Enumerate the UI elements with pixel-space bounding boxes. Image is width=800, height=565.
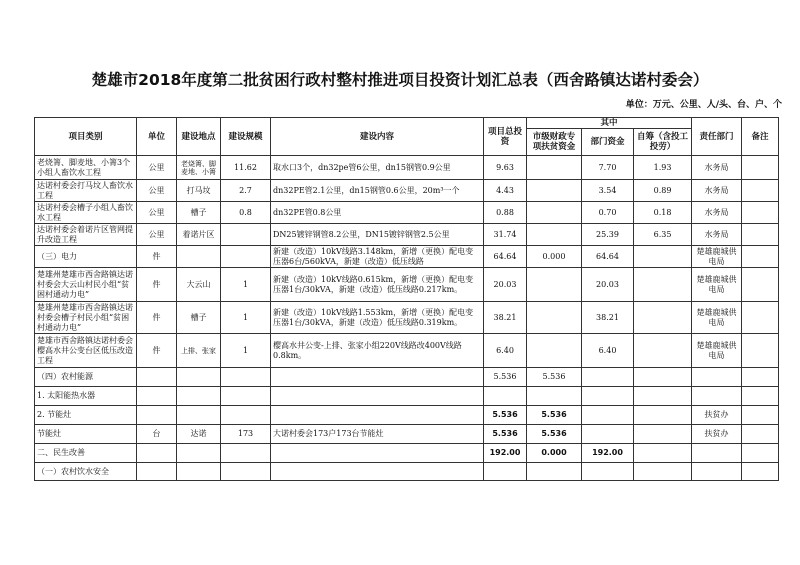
responsible-cell bbox=[692, 368, 742, 387]
category-cell bbox=[35, 406, 137, 425]
page-title: 楚雄市2018年度第二批贫困行政村整村推进项目投资计划汇总表（西舍路镇达诺村委会） bbox=[91, 71, 709, 89]
scale-cell bbox=[221, 334, 271, 368]
self-cell bbox=[634, 387, 692, 406]
self-cell bbox=[634, 246, 692, 268]
scale-cell bbox=[221, 406, 271, 425]
content-cell bbox=[271, 156, 484, 180]
category-cell bbox=[35, 425, 137, 444]
self-cell bbox=[634, 368, 692, 387]
total-cell bbox=[484, 334, 527, 368]
total-cell-text: 6.40 bbox=[496, 345, 514, 355]
location-cell-text: 打马坟 bbox=[186, 185, 211, 195]
unit-cell bbox=[137, 302, 177, 334]
scale-cell bbox=[221, 268, 271, 302]
remark-cell bbox=[742, 302, 779, 334]
scale-cell bbox=[221, 156, 271, 180]
category-cell-text: 楚雄市西舍路镇达诺村委会樱高水井公变台区低压改造工程 bbox=[37, 335, 133, 365]
responsible-cell bbox=[692, 224, 742, 246]
category-cell-text: 达诺村委会着诺片区管网提升改造工程 bbox=[37, 224, 133, 244]
category-cell bbox=[35, 156, 137, 180]
header-fund: 市级财政专项扶贫资金 bbox=[527, 129, 582, 156]
self-cell bbox=[634, 180, 692, 202]
content-cell-text: DN25镀锌钢管8.2公里，DN15镀锌钢管2.5公里 bbox=[273, 229, 450, 239]
remark-cell bbox=[742, 387, 779, 406]
responsible-cell bbox=[692, 302, 742, 334]
remark-cell bbox=[742, 406, 779, 425]
unit-cell-text: 件 bbox=[152, 312, 161, 322]
responsible-cell bbox=[692, 246, 742, 268]
category-cell-text: 1. 太阳能热水器 bbox=[37, 391, 96, 400]
content-cell-text: 新建（改造）10kV线路0.615km，新增（更换）配电变压器1台/30kVA，新建（改造）低压线路0.217km。 bbox=[273, 274, 474, 294]
content-cell bbox=[271, 387, 484, 406]
scale-cell-text: 173 bbox=[237, 429, 254, 438]
content-cell-text: 新建（改造）10kV线路3.148km，新增（更换）配电变压器6台/560kVA，新建（改造）低压线路 bbox=[273, 246, 474, 266]
header-unit: 单位 bbox=[137, 118, 177, 156]
fund-cell bbox=[527, 180, 582, 202]
location-cell bbox=[177, 463, 221, 481]
total-cell-text: 0.88 bbox=[496, 207, 514, 217]
dept-cell-text: 6.40 bbox=[598, 345, 617, 355]
unit-cell-text: 公里 bbox=[148, 185, 165, 195]
unit-cell bbox=[137, 425, 177, 444]
content-cell bbox=[271, 180, 484, 202]
responsible-cell-text: 水务局 bbox=[704, 185, 729, 195]
location-cell bbox=[177, 444, 221, 463]
total-cell bbox=[484, 224, 527, 246]
dept-cell bbox=[582, 368, 634, 387]
remark-cell bbox=[742, 463, 779, 481]
table-row bbox=[35, 406, 779, 425]
category-cell-text: 2. 节能灶 bbox=[37, 410, 72, 419]
location-cell bbox=[177, 368, 221, 387]
fund-cell bbox=[527, 425, 582, 444]
dept-cell bbox=[582, 387, 634, 406]
scale-cell-text: 1 bbox=[242, 279, 249, 289]
dept-cell bbox=[582, 202, 634, 224]
dept-cell bbox=[582, 224, 634, 246]
dept-cell-text: 7.70 bbox=[598, 162, 617, 172]
fund-cell bbox=[527, 444, 582, 463]
unit-cell-text: 件 bbox=[152, 279, 161, 289]
table-row bbox=[35, 246, 779, 268]
responsible-cell-text: 楚雄鹿城供电局 bbox=[696, 246, 737, 266]
self-cell bbox=[634, 268, 692, 302]
self-cell-text: 1.93 bbox=[653, 162, 672, 172]
header-location: 建设地点 bbox=[177, 118, 221, 156]
table-row bbox=[35, 202, 779, 224]
remark-cell bbox=[742, 156, 779, 180]
unit-cell bbox=[137, 246, 177, 268]
category-cell-text: 节能灶 bbox=[37, 429, 61, 438]
header-remark: 备注 bbox=[742, 118, 779, 156]
total-cell bbox=[484, 156, 527, 180]
total-cell-text: 64.64 bbox=[493, 251, 517, 261]
unit-cell bbox=[137, 180, 177, 202]
category-cell-text: 楚雄州楚雄市西舍路镇达诺村委会槽子村民小组“贫困村通动力电” bbox=[37, 302, 133, 332]
fund-cell-text: 0.000 bbox=[542, 251, 566, 261]
responsible-cell-text: 水务局 bbox=[704, 229, 729, 239]
unit-cell bbox=[137, 463, 177, 481]
dept-cell-text: 0.70 bbox=[598, 207, 617, 217]
self-cell bbox=[634, 444, 692, 463]
category-cell bbox=[35, 368, 137, 387]
content-cell bbox=[271, 202, 484, 224]
table-row bbox=[35, 156, 779, 180]
category-cell bbox=[35, 302, 137, 334]
fund-cell-text: 5.536 bbox=[542, 372, 566, 381]
remark-cell bbox=[742, 368, 779, 387]
responsible-cell bbox=[692, 406, 742, 425]
unit-cell bbox=[137, 368, 177, 387]
scale-cell-text: 0.8 bbox=[239, 207, 252, 217]
dept-cell-text: 20.03 bbox=[596, 279, 619, 289]
location-cell bbox=[177, 302, 221, 334]
scale-cell-text: 1 bbox=[242, 312, 249, 322]
location-cell-text: 达诺 bbox=[190, 429, 207, 438]
fund-cell bbox=[527, 156, 582, 180]
self-cell-text: 0.89 bbox=[653, 185, 672, 195]
self-cell bbox=[634, 156, 692, 180]
responsible-cell bbox=[692, 180, 742, 202]
total-cell bbox=[484, 368, 527, 387]
fund-cell-text: 5.536 bbox=[541, 410, 567, 419]
total-cell-text: 4.43 bbox=[496, 185, 514, 195]
category-cell-text: 达诺村委会打马坟人畜饮水工程 bbox=[37, 180, 133, 200]
location-cell-text: 老烧箐、脚麦地、小箐 bbox=[181, 159, 216, 176]
content-cell bbox=[271, 368, 484, 387]
fund-cell bbox=[527, 224, 582, 246]
unit-cell-text: 台 bbox=[152, 429, 161, 438]
category-cell-text: （三）电力 bbox=[37, 251, 77, 261]
content-cell-text: 新建（改造）10kV线路1.553km，新增（更换）配电变压器1台/30kVA，新建（改造）低压线路0.319km。 bbox=[273, 307, 474, 327]
location-cell-text: 上排、张家 bbox=[181, 346, 216, 355]
unit-cell-text: 公里 bbox=[148, 162, 165, 172]
fund-cell bbox=[527, 406, 582, 425]
location-cell bbox=[177, 202, 221, 224]
location-cell-text: 大云山 bbox=[186, 279, 211, 289]
self-cell bbox=[634, 202, 692, 224]
investment-table bbox=[34, 117, 779, 481]
table-row bbox=[35, 302, 779, 334]
dept-cell bbox=[582, 444, 634, 463]
location-cell bbox=[177, 224, 221, 246]
total-cell bbox=[484, 302, 527, 334]
location-cell bbox=[177, 387, 221, 406]
self-cell bbox=[634, 425, 692, 444]
total-cell bbox=[484, 387, 527, 406]
scale-cell bbox=[221, 444, 271, 463]
total-cell-text: 38.21 bbox=[493, 312, 517, 322]
content-cell-text: 取水口3个，dn32pe管6公里，dn15钢管0.9公里 bbox=[273, 162, 451, 172]
content-cell bbox=[271, 246, 484, 268]
category-cell-text: 达诺村委会槽子小组人畜饮水工程 bbox=[37, 202, 133, 222]
unit-cell bbox=[137, 444, 177, 463]
scale-cell-text: 1 bbox=[242, 345, 249, 355]
location-cell bbox=[177, 268, 221, 302]
scale-cell bbox=[221, 425, 271, 444]
category-cell bbox=[35, 202, 137, 224]
self-cell-text: 6.35 bbox=[653, 229, 672, 239]
total-cell-text: 20.03 bbox=[493, 279, 517, 289]
scale-cell bbox=[221, 246, 271, 268]
scale-cell bbox=[221, 368, 271, 387]
category-cell bbox=[35, 334, 137, 368]
table-row bbox=[35, 334, 779, 368]
content-cell bbox=[271, 463, 484, 481]
responsible-cell bbox=[692, 334, 742, 368]
self-cell-text: 0.18 bbox=[653, 207, 672, 217]
header-category: 项目类别 bbox=[35, 118, 137, 156]
scale-cell bbox=[221, 387, 271, 406]
header-among: 其中 bbox=[527, 118, 692, 129]
header-content: 建设内容 bbox=[271, 118, 484, 156]
unit-note: 单位：万元、公里、人/头、台、户、个 bbox=[625, 100, 782, 110]
responsible-cell-text: 楚雄鹿城供电局 bbox=[696, 274, 737, 294]
dept-cell bbox=[582, 302, 634, 334]
total-cell bbox=[484, 406, 527, 425]
content-cell bbox=[271, 425, 484, 444]
total-cell bbox=[484, 463, 527, 481]
location-cell-text: 槽子 bbox=[190, 312, 207, 322]
fund-cell bbox=[527, 302, 582, 334]
self-cell bbox=[634, 224, 692, 246]
location-cell bbox=[177, 180, 221, 202]
header-dept: 部门资金 bbox=[582, 129, 634, 156]
fund-cell bbox=[527, 202, 582, 224]
content-cell bbox=[271, 334, 484, 368]
content-cell bbox=[271, 302, 484, 334]
category-cell bbox=[35, 180, 137, 202]
category-cell bbox=[35, 268, 137, 302]
unit-cell-text: 件 bbox=[152, 345, 161, 355]
responsible-cell-text: 水务局 bbox=[704, 162, 729, 172]
remark-cell bbox=[742, 425, 779, 444]
remark-cell bbox=[742, 444, 779, 463]
fund-cell bbox=[527, 463, 582, 481]
table-row bbox=[35, 368, 779, 387]
total-cell-text: 5.536 bbox=[492, 410, 518, 419]
dept-cell bbox=[582, 463, 634, 481]
responsible-cell bbox=[692, 202, 742, 224]
unit-cell bbox=[137, 406, 177, 425]
fund-cell bbox=[527, 268, 582, 302]
dept-cell-text: 38.21 bbox=[596, 312, 619, 322]
responsible-cell-text: 楚雄鹿城供电局 bbox=[696, 340, 737, 360]
dept-cell-text: 25.39 bbox=[596, 229, 619, 239]
self-cell bbox=[634, 406, 692, 425]
category-cell-text: （一）农村饮水安全 bbox=[37, 466, 109, 476]
dept-cell bbox=[582, 425, 634, 444]
unit-cell bbox=[137, 202, 177, 224]
total-cell-text: 9.63 bbox=[496, 162, 514, 172]
total-cell bbox=[484, 268, 527, 302]
header-total: 项目总投资 bbox=[484, 118, 527, 156]
fund-cell bbox=[527, 334, 582, 368]
total-cell-text: 192.00 bbox=[489, 448, 521, 457]
location-cell-text: 槽子 bbox=[190, 207, 207, 217]
dept-cell bbox=[582, 268, 634, 302]
dept-cell bbox=[582, 246, 634, 268]
content-cell-text: 樱高水井公变-上排、张家小组220V线路改400V线路0.8km。 bbox=[273, 340, 462, 360]
content-cell bbox=[271, 224, 484, 246]
content-cell bbox=[271, 268, 484, 302]
category-cell-text: 二、民生改善 bbox=[37, 448, 85, 457]
dept-cell-text: 64.64 bbox=[596, 251, 619, 261]
responsible-cell-text: 水务局 bbox=[704, 207, 729, 217]
dept-cell bbox=[582, 180, 634, 202]
content-cell-text: dn32PE管0.8公里 bbox=[273, 207, 342, 217]
dept-cell bbox=[582, 406, 634, 425]
dept-cell-text: 3.54 bbox=[598, 185, 617, 195]
unit-cell bbox=[137, 156, 177, 180]
responsible-cell bbox=[692, 387, 742, 406]
responsible-cell bbox=[692, 463, 742, 481]
fund-cell-text: 5.536 bbox=[541, 429, 567, 438]
content-cell-text: dn32PE管2.1公里，dn15钢管0.6公里，20m³一个 bbox=[273, 185, 460, 195]
unit-cell-text: 件 bbox=[152, 251, 161, 261]
table-row bbox=[35, 180, 779, 202]
category-cell-text: （四）农村能源 bbox=[37, 372, 93, 381]
header-responsible: 责任部门 bbox=[692, 118, 742, 156]
category-cell bbox=[35, 246, 137, 268]
responsible-cell bbox=[692, 425, 742, 444]
fund-cell bbox=[527, 246, 582, 268]
unit-cell-text: 公里 bbox=[148, 207, 165, 217]
responsible-cell-text: 楚雄鹿城供电局 bbox=[696, 307, 737, 327]
category-cell bbox=[35, 463, 137, 481]
total-cell bbox=[484, 444, 527, 463]
category-cell-text: 老烧箐、脚麦地、小箐3个小组人畜饮水工程 bbox=[37, 157, 131, 177]
location-cell bbox=[177, 156, 221, 180]
fund-cell bbox=[527, 387, 582, 406]
total-cell bbox=[484, 425, 527, 444]
table-row bbox=[35, 387, 779, 406]
table-row bbox=[35, 224, 779, 246]
unit-cell bbox=[137, 387, 177, 406]
scale-cell bbox=[221, 224, 271, 246]
fund-cell bbox=[527, 368, 582, 387]
table-row bbox=[35, 268, 779, 302]
table-row bbox=[35, 463, 779, 481]
scale-cell bbox=[221, 463, 271, 481]
remark-cell bbox=[742, 246, 779, 268]
responsible-cell bbox=[692, 268, 742, 302]
scale-cell-text: 11.62 bbox=[234, 162, 257, 172]
remark-cell bbox=[742, 268, 779, 302]
category-cell bbox=[35, 387, 137, 406]
location-cell-text: 着诺片区 bbox=[182, 229, 215, 239]
header-scale: 建设规模 bbox=[221, 118, 271, 156]
remark-cell bbox=[742, 224, 779, 246]
self-cell bbox=[634, 463, 692, 481]
unit-cell bbox=[137, 334, 177, 368]
self-cell bbox=[634, 302, 692, 334]
header-self: 自筹（含投工投劳） bbox=[634, 129, 692, 156]
fund-cell-text: 0.000 bbox=[541, 448, 567, 457]
total-cell-text: 5.536 bbox=[492, 429, 518, 438]
location-cell bbox=[177, 334, 221, 368]
category-cell bbox=[35, 224, 137, 246]
category-cell bbox=[35, 444, 137, 463]
unit-cell bbox=[137, 224, 177, 246]
unit-cell-text: 公里 bbox=[148, 229, 165, 239]
dept-cell-text: 192.00 bbox=[592, 448, 623, 457]
self-cell bbox=[634, 334, 692, 368]
scale-cell bbox=[221, 302, 271, 334]
responsible-cell bbox=[692, 444, 742, 463]
total-cell-text: 31.74 bbox=[493, 229, 517, 239]
scale-cell-text: 2.7 bbox=[239, 185, 252, 195]
total-cell bbox=[484, 180, 527, 202]
content-cell bbox=[271, 444, 484, 463]
total-cell-text: 5.536 bbox=[493, 372, 517, 381]
unit-cell bbox=[137, 268, 177, 302]
dept-cell bbox=[582, 156, 634, 180]
remark-cell bbox=[742, 202, 779, 224]
remark-cell bbox=[742, 180, 779, 202]
location-cell bbox=[177, 406, 221, 425]
scale-cell bbox=[221, 180, 271, 202]
responsible-cell-text: 扶贫办 bbox=[704, 429, 729, 438]
remark-cell bbox=[742, 334, 779, 368]
content-cell-text: 大诺村委会173户173台节能灶 bbox=[273, 429, 384, 438]
content-cell bbox=[271, 406, 484, 425]
table-row bbox=[35, 444, 779, 463]
total-cell bbox=[484, 202, 527, 224]
location-cell bbox=[177, 425, 221, 444]
responsible-cell bbox=[692, 156, 742, 180]
responsible-cell-text: 扶贫办 bbox=[704, 410, 729, 419]
total-cell bbox=[484, 246, 527, 268]
scale-cell bbox=[221, 202, 271, 224]
location-cell bbox=[177, 246, 221, 268]
dept-cell bbox=[582, 334, 634, 368]
table-row bbox=[35, 425, 779, 444]
category-cell-text: 楚雄州楚雄市西舍路镇达诺村委会大云山村民小组“贫困村通动力电” bbox=[37, 269, 133, 299]
